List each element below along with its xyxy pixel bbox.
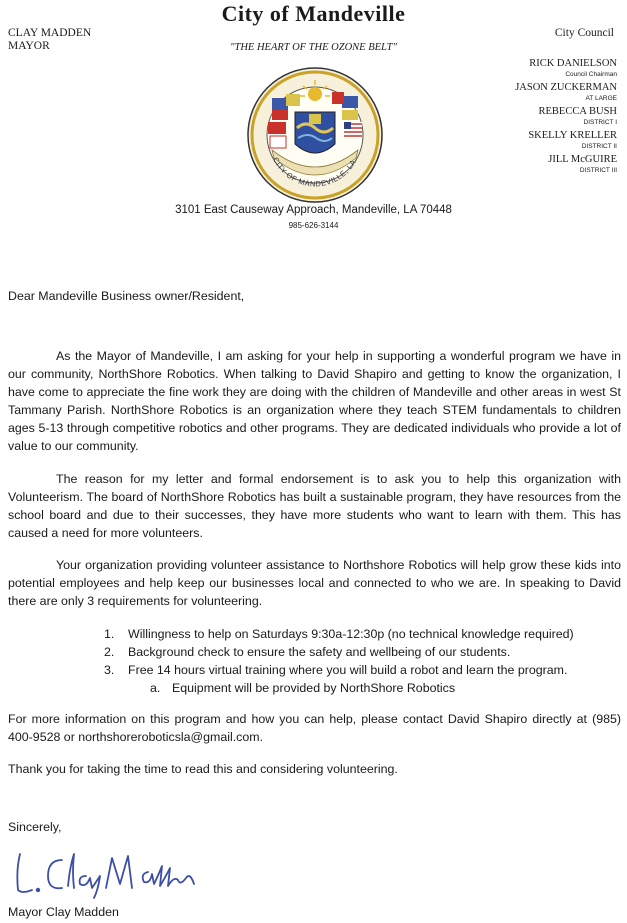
council-heading: City Council xyxy=(554,27,614,39)
sub-list-item xyxy=(150,679,624,697)
seal-caption: CITY OF MANDEVILLE, LA. xyxy=(271,155,359,189)
thanks-paragraph: Thank you for taking the time to read this and considering volunteering. xyxy=(8,762,398,776)
mayor-title: MAYOR xyxy=(8,40,50,52)
salutation: Dear Mandeville Business owner/Resident, xyxy=(8,289,245,303)
list-item xyxy=(104,661,624,679)
mayor-name: CLAY MADDEN xyxy=(8,27,92,39)
council-member-role: Council Chairman xyxy=(565,71,617,78)
council-member-name: JASON ZUCKERMAN xyxy=(515,82,617,93)
council-member-name: RICK DANIELSON xyxy=(529,58,617,69)
council-member-role: DISTRICT II xyxy=(581,143,617,150)
city-name-heading: City of Mandeville xyxy=(221,1,406,26)
signer-name: Mayor Clay Madden xyxy=(8,905,119,919)
council-member xyxy=(447,106,617,127)
list-item-text: Willingness to help on Saturdays 9:30a-12:30p (no technical knowledge required) xyxy=(128,627,574,641)
council-member xyxy=(447,82,617,103)
list-item-number: 3. xyxy=(104,663,115,677)
list-item-number: 2. xyxy=(104,645,115,659)
list-item-number: 1. xyxy=(104,627,115,641)
list-item xyxy=(104,625,624,643)
council-member-name: JILL McGUIRE xyxy=(548,154,617,165)
signature-image xyxy=(8,846,218,900)
council-member-role: DISTRICT I xyxy=(583,119,617,126)
council-member-name: SKELLY KRELLER xyxy=(528,130,617,141)
city-address: 3101 East Causeway Approach, Mandeville, LA 70448 xyxy=(175,204,452,216)
council-list xyxy=(447,58,617,178)
body-paragraph: The reason for my letter and formal endorsement is to ask you to help this organization with Volunteerism. The board of NorthShore Robotics has built a sustainable program, they have resources from the school board and due to their successes, they have more students who want to learn with them. This has caused a need for more volunteers. xyxy=(8,472,621,540)
council-member-role: AT LARGE xyxy=(585,95,617,102)
city-seal-icon xyxy=(246,66,384,204)
requirements-list xyxy=(104,625,624,697)
body-paragraph: As the Mayor of Mandeville, I am asking for your help in supporting a wonderful program we have in our community, NorthShore Robotics. When talking to David Shapiro and getting to know the organization, I have come to appreciate the fine work they are doing with the children of Mandeville and other areas in west St Tammany Parish. NorthShore Robotics is an organization where they teach STEM fundamentals to children ages 5-13 through competitive robotics and other programs. They are dedicated individuals who provide a lot of value to our community. xyxy=(8,349,621,453)
city-phone: 985-626-3144 xyxy=(288,221,339,230)
council-member-role: DISTRICT III xyxy=(579,167,617,174)
contact-paragraph: For more information on this program and how you can help, please contact David Shapiro directly at (985) 400-9528 or northshoreroboticsla@gmail.com. xyxy=(8,712,621,744)
body-paragraph: Your organization providing volunteer assistance to Northshore Robotics will help grow these kids into potential employees and help keep our businesses local and connected to who we are. In speaking to David there are only 3 requirements for volunteering. xyxy=(8,558,621,608)
closing: Sincerely, xyxy=(8,820,62,834)
council-member xyxy=(447,58,617,79)
list-item xyxy=(104,643,624,661)
council-member xyxy=(447,154,617,175)
council-member-name: REBECCA BUSH xyxy=(538,106,617,117)
city-tagline: "THE HEART OF THE OZONE BELT" xyxy=(230,42,397,53)
list-item-text: Free 14 hours virtual training where you will build a robot and learn the program. xyxy=(128,663,568,677)
list-item-text: Background check to ensure the safety and wellbeing of our students. xyxy=(128,645,511,659)
sub-list-item-letter: a. xyxy=(150,681,161,695)
sub-list-item-text: Equipment will be provided by NorthShore Robotics xyxy=(172,681,456,695)
council-member xyxy=(447,130,617,151)
